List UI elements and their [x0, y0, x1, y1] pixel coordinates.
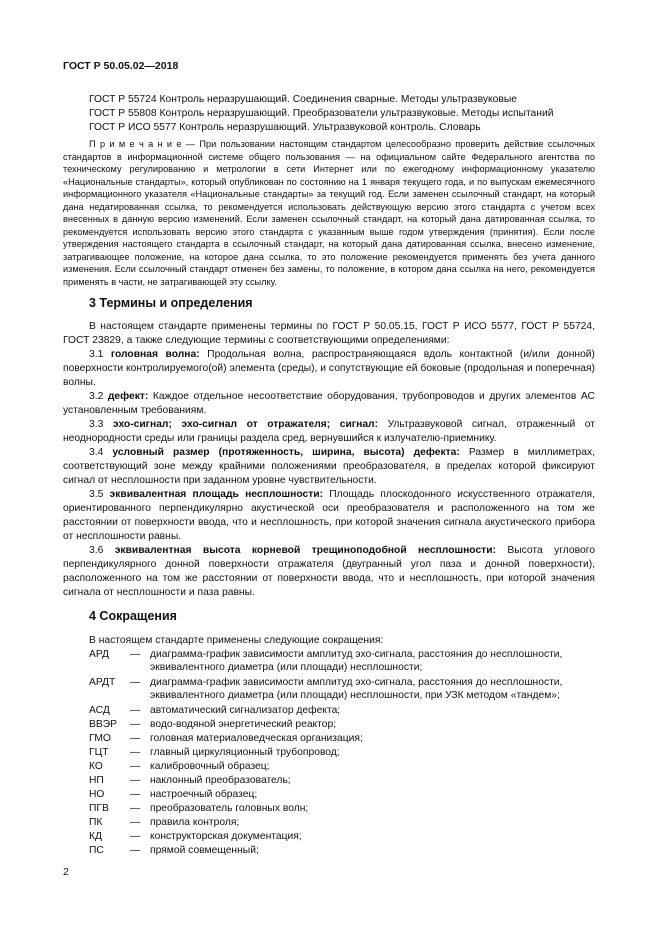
- section-3-intro: В настоящем стандарте применены термины по ГОСТ Р 50.05.15, ГОСТ Р ИСО 5577, ГОСТ Р 55724, ГОСТ 23829, а также следующие термины с соответствующими определениями:: [63, 321, 595, 346]
- term-3-6: 3.6 эквивалентная высота корневой трещиноподобной несплошности: Высота углового перпендикулярного донной поверхности отражателя (двугранный угол паза и донной поверхности), расположенного на том же расстоянии от поверхности ввода, что и несплошность, при которой значения сигнала от несплошности и паза равны.: [63, 545, 595, 598]
- abbreviation-code: ПГВ: [89, 803, 109, 814]
- abbreviation-code: ПС: [89, 845, 104, 856]
- term-definition: Продольная волна, распространяющаяся вдоль контактной (и/или донной) поверхности контролируемого(ой) элемента (среды), и сопутствующие ей боковые (продольная и поперечная) волны.: [63, 349, 595, 388]
- abbreviation-code: ВВЭР: [89, 719, 118, 730]
- abbreviation-code: АРД: [89, 649, 110, 660]
- term-3-5: 3.5 эквивалентная площадь несплошности: Площадь плоскодонного искусственного отражателя, ориентированного перпендикулярно акустической оси преобразователя и расположенного на том же расстоянии от поверхности ввода, что и несплошность, при которой значения сигнала акустического прибора от несплошности равны.: [63, 489, 595, 542]
- abbreviation-desc: калибровочный образец;: [150, 761, 270, 772]
- reference-item: ГОСТ Р 55724 Контроль неразрушающий. Соединения сварные. Методы ультразвуковые: [89, 94, 517, 105]
- abbreviation-desc: прямой совмещенный;: [150, 845, 259, 856]
- abbreviation-desc: настроечный образец;: [150, 789, 258, 800]
- page-number: 2: [63, 866, 69, 878]
- abbreviation-desc: автоматический сигнализатор дефекта;: [150, 705, 341, 716]
- section-3-title: 3 Термины и определения: [89, 296, 253, 310]
- term-3-1: 3.1 головная волна: Продольная волна, распространяющаяся вдоль контактной (и/или донной) поверхности контролируемого(ой) элемента (среды), и сопутствующие ей боковые (продольная и поперечная) волны.: [63, 349, 595, 388]
- abbreviation-code: КД: [89, 831, 102, 842]
- abbreviation-desc: правила контроля;: [150, 817, 240, 828]
- abbreviation-desc: конструкторская документация;: [150, 831, 302, 842]
- term-definition: Ультразвуковой сигнал, отраженный от неоднородности среды или границы раздела сред, вернувшийся к излучателю-приемнику.: [63, 419, 595, 444]
- abbreviation-desc: наклонный преобразователь;: [150, 775, 291, 786]
- term-3-3: 3.3 эхо-сигнал; эхо-сигнал от отражателя; сигнал: Ультразвуковой сигнал, отраженный от неоднородности среды или границы раздела сред, вернувшийся к излучателю-приемнику.: [63, 419, 595, 444]
- term-name: дефект:: [107, 391, 149, 402]
- reference-item: ГОСТ Р ИСО 5577 Контроль неразрушающий. Ультразвуковой контроль. Словарь: [89, 122, 481, 133]
- abbreviation-desc: преобразователь головных волн;: [150, 803, 309, 814]
- abbreviation-desc: водо-водяной энергетический реактор;: [150, 719, 337, 730]
- abbreviation-code: НО: [89, 789, 105, 800]
- abbreviation-desc: диаграмма-график зависимости амплитуд эхо-сигнала, расстояния до несплошности, эквивалентного диаметра (или площади) несплошности;: [150, 649, 563, 673]
- note-label: П р и м е ч а н и е: [89, 139, 182, 149]
- abbreviation-code: КО: [89, 761, 103, 772]
- section-4-intro: В настоящем стандарте применены следующие сокращения:: [89, 635, 384, 646]
- term-name: условный размер (протяженность, ширина, высота) дефекта:: [112, 447, 460, 458]
- abbreviation-code: НП: [89, 775, 104, 786]
- reference-list: [89, 93, 609, 135]
- abbreviation-desc: главный циркуляционный трубопровод;: [150, 747, 340, 758]
- term-name: эквивалентная площадь несплошности:: [109, 489, 324, 500]
- term-3-4: 3.4 условный размер (протяженность, ширина, высота) дефекта: Размер в миллиметрах, соответствующий зоне между крайними положениями преобразователя, в пределах которой фиксируют сигнал от несплошности при заданном уровне чувствительности.: [63, 447, 595, 486]
- term-definition: Высота углового перпендикулярного донной поверхности отражателя (двугранный угол паза и донной поверхности), расположенного на том же расстоянии от поверхности ввода, что и несплошность, при которой значения сигнала от несплошности и паза равны.: [63, 545, 595, 598]
- abbreviation-code: АСД: [89, 705, 110, 716]
- document-header: ГОСТ Р 50.05.02—2018: [63, 60, 179, 72]
- abbreviation-code: ГЦТ: [89, 747, 109, 758]
- abbreviation-desc: диаграмма-график зависимости амплитуд эхо-сигнала, расстояния до несплошности, эквивалентного диаметра (или площади) несплошности, при УЗК методом «тандем»;: [150, 677, 563, 701]
- term-name: эхо-сигнал; эхо-сигнал от отражателя; сигнал:: [112, 419, 379, 430]
- abbreviation-code: АРДТ: [89, 677, 116, 688]
- note-text: — При пользовании настоящим стандартом целесообразно проверить действие ссылочных стандартов в информационной системе общего пользования — на официальном сайте Федерального агентства по техническому регулированию и метрологии в сети Интернет или по ежегодному информационному указателю «Национальные стандарты», который опубликован по состоянию на 1 января текущего года, и по выпускам ежемесячного информационного указателя «Национальные стандарты» за текущий год. Если заменен ссылочный стандарт, на который дана недатированная ссылка, то рекомендуется использовать действующую версию этого стандарта с учетом всех внесенных в данную версию изменений. Если заменен ссылочный стандарт, на который дана датированная ссылка, то рекомендуется использовать версию этого стандарта с указанным выше годом утверждения (принятия). Если после утверждения настоящего стандарта в ссылочный стандарт, на который дана датированная ссылка, внесено изменение, затрагивающее положение, на которое дана ссылка, то это положение рекомендуется применять без учета данного изменения. Если ссылочный стандарт отменен без замены, то положение, в котором дана ссылка на него, рекомендуется применять в части, не затрагивающей эту ссылку.: [63, 139, 595, 287]
- term-name: эквивалентная высота корневой трещиноподобной несплошности:: [114, 545, 496, 556]
- section-4-title: 4 Сокращения: [89, 609, 177, 623]
- term-3-2: 3.2 дефект: Каждое отдельное несоответствие оборудования, трубопроводов и других элементов АС установленным требованиям.: [63, 391, 595, 416]
- abbreviation-code: ПК: [89, 817, 103, 828]
- term-definition: Размер в миллиметрах, соответствующий зоне между крайними положениями преобразователя, в пределах которой фиксируют сигнал от несплошности при заданном уровне чувствительности.: [63, 447, 595, 486]
- term-name: головная волна:: [110, 349, 200, 360]
- abbreviation-desc: головная материаловедческая организация;: [150, 733, 363, 744]
- reference-item: ГОСТ Р 55808 Контроль неразрушающий. Преобразователи ультразвуковые. Методы испытаний: [89, 108, 554, 119]
- note-paragraph: [63, 138, 595, 288]
- term-definition: Каждое отдельное несоответствие оборудования, трубопроводов и других элементов АС установленным требованиям.: [63, 391, 595, 416]
- term-definition: Площадь плоскодонного искусственного отражателя, ориентированного перпендикулярно акустической оси преобразователя и расположенного на том же расстоянии от поверхности ввода, что и несплошность, при которой значения сигнала акустического прибора от несплошности равны.: [63, 489, 595, 542]
- abbreviation-code: ГМО: [89, 733, 111, 744]
